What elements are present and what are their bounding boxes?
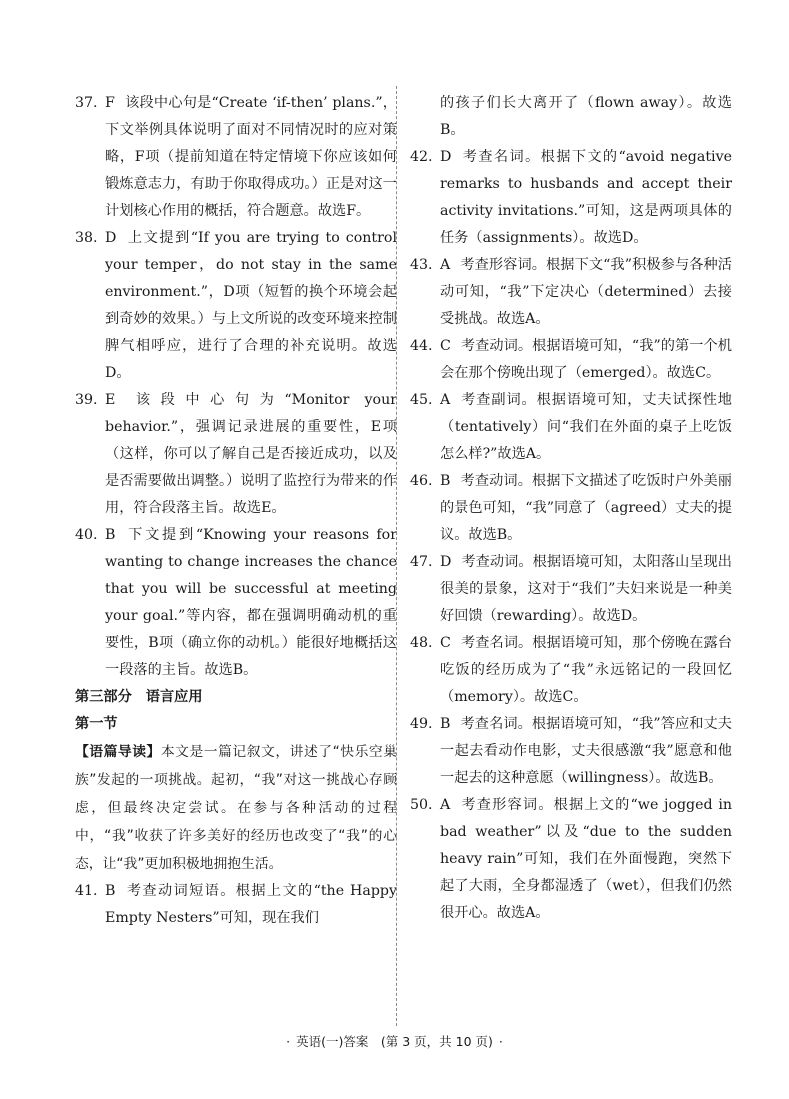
subsection-heading: 第一节: [75, 716, 118, 732]
item-explanation: 该段中心句为“Monitor your behavior.”，强调记录进展的重要性，E项（这样，你可以了解自己是否接近成功，以及是否需要做出调整。）说明了监控行为带来的作用，符合段落主旨。故选E。: [105, 392, 397, 516]
section-title: 语言应用: [145, 689, 203, 705]
item-explanation: 考查名词。根据语境可知，“我”答应和丈夫一起去看动作电影，丈夫很感激“我”愿意和他一起去的这种意愿（willingness）。故选B。: [440, 716, 732, 786]
page-footer: [0, 1032, 789, 1050]
item-answer: B: [105, 883, 116, 899]
item-answer: D: [105, 230, 117, 246]
column-divider: [396, 86, 397, 1026]
item-number: 44.: [410, 338, 433, 354]
item-number: 50.: [410, 797, 433, 813]
item-explanation: 考查名词。根据语境可知，那个傍晚在露台吃饭的经历成为了“我”永远铭记的一段回忆（memory）。故选C。: [440, 635, 732, 705]
item-answer: B: [440, 716, 451, 732]
item-explanation: 上文提到“If you are trying to control your temper，do not stay in the same environment.”，D项（短暂的换个环境会起到奇妙的效果。）与上文所说的改变环境来控制脾气相呼应，进行了合理的补充说明。故选D。: [105, 230, 397, 381]
item-number: 46.: [410, 473, 433, 489]
item-answer: B: [105, 527, 116, 543]
answer-item-41: [75, 878, 397, 932]
item-explanation: 考查形容词。根据上文的“we jogged in bad weather”以及“due to the sudden heavy rain”可知，我们在外面慢跑，突然下起了大雨，全身都湿透了（wet），但我们仍然很开心。故选A。: [440, 797, 732, 921]
guide-tag: 【语篇导读】: [75, 744, 161, 760]
answer-item-40: [75, 522, 397, 684]
answer-item-45: [410, 387, 732, 468]
item-answer: C: [440, 338, 451, 354]
item-explanation: 考查动词。根据语境可知，“我”的第一个机会在那个傍晚出现了（emerged）。故选C。: [440, 338, 732, 381]
answer-item-39: [75, 387, 397, 522]
item-answer: D: [440, 149, 452, 165]
item-answer: E: [105, 392, 116, 408]
guide-text: 本文是一篇记叙文，讲述了“快乐空巢族”发起的一项挑战。起初，“我”对这一挑战心存顾虑，但最终决定尝试。在参与各种活动的过程中，“我”收获了许多美好的经历也改变了“我”的心态，让“我”更加积极地拥抱生活。: [75, 744, 397, 872]
answer-item-48: [410, 630, 732, 711]
item-answer: A: [440, 392, 451, 408]
answer-item-38: [75, 225, 397, 387]
item-answer: A: [440, 257, 451, 273]
item-number: 41.: [75, 883, 98, 899]
answer-item-43: [410, 252, 732, 333]
item-answer: F: [105, 95, 115, 111]
answer-item-37: [75, 90, 397, 225]
item-explanation: 考查动词。根据下文描述了吃饭时户外美丽的景色可知，“我”同意了（agreed）丈夫的提议。故选B。: [440, 473, 732, 543]
item-number: 42.: [410, 149, 433, 165]
item-number: 40.: [75, 527, 98, 543]
item-number: 38.: [75, 230, 98, 246]
left-column: [75, 90, 397, 932]
section-part: 第三部分: [75, 689, 132, 705]
item-answer: D: [440, 554, 452, 570]
answer-item-44: [410, 333, 732, 387]
right-column: [410, 90, 732, 927]
item-answer: A: [440, 797, 451, 813]
answer-item-42: [410, 144, 732, 252]
reading-guide: [75, 738, 397, 878]
item-explanation: 考查副词。根据语境可知，丈夫试探性地（tentatively）问“我们在外面的桌子上吃饭怎么样?”故选A。: [440, 392, 732, 462]
item-answer: C: [440, 635, 451, 651]
footer-text: 英语(一)答案 (第 3 页，共 10 页): [296, 1034, 493, 1049]
item-number: 48.: [410, 635, 433, 651]
item-explanation: 下文提到“Knowing your reasons for wanting to change increases the chance that you will be successful at meeting your goal.”等内容，都在强调明确动机的重要性，B项（确立你的动机。）能很好地概括这一段落的主旨。故选B。: [105, 527, 397, 678]
item-number: 49.: [410, 716, 433, 732]
item-number: 45.: [410, 392, 433, 408]
item-explanation: 考查名词。根据下文的“avoid negative remarks to husbands and accept their activity invitations.”可知，这是两项具体的任务（assignments）。故选D。: [440, 149, 732, 246]
item-number: 43.: [410, 257, 433, 273]
item-number: 39.: [75, 392, 98, 408]
item-explanation: 考查动词短语。根据上文的“the Happy Empty Nesters”可知，现在我们: [105, 883, 397, 926]
answer-item-47: [410, 549, 732, 630]
answer-item-41-continued: 的孩子们长大离开了（flown away）。故选B。: [440, 95, 732, 138]
item-explanation: 该段中心句是“Create ‘if-then’ plans.”，下文举例具体说明了面对不同情况时的应对策略，F项（提前知道在特定情境下你应该如何锻炼意志力，有助于你取得成功。）正是对这一计划核心作用的概括，符合题意。故选F。: [105, 95, 397, 219]
answer-item-49: [410, 711, 732, 792]
item-number: 37.: [75, 95, 98, 111]
answer-item-46: [410, 468, 732, 549]
item-explanation: 考查动词。根据语境可知，太阳落山呈现出很美的景象，这对于“我们”夫妇来说是一种美好回馈（rewarding）。故选D。: [440, 554, 732, 624]
footer-dot: ·: [498, 1034, 503, 1049]
answer-item-50: [410, 792, 732, 927]
item-number: 47.: [410, 554, 433, 570]
footer-dot: ·: [286, 1034, 291, 1049]
item-answer: B: [440, 473, 451, 489]
section-heading: [75, 684, 397, 711]
item-explanation: 考查形容词。根据下文“我”积极参与各种活动可知，“我”下定决心（determined）去接受挑战。故选A。: [440, 257, 732, 327]
